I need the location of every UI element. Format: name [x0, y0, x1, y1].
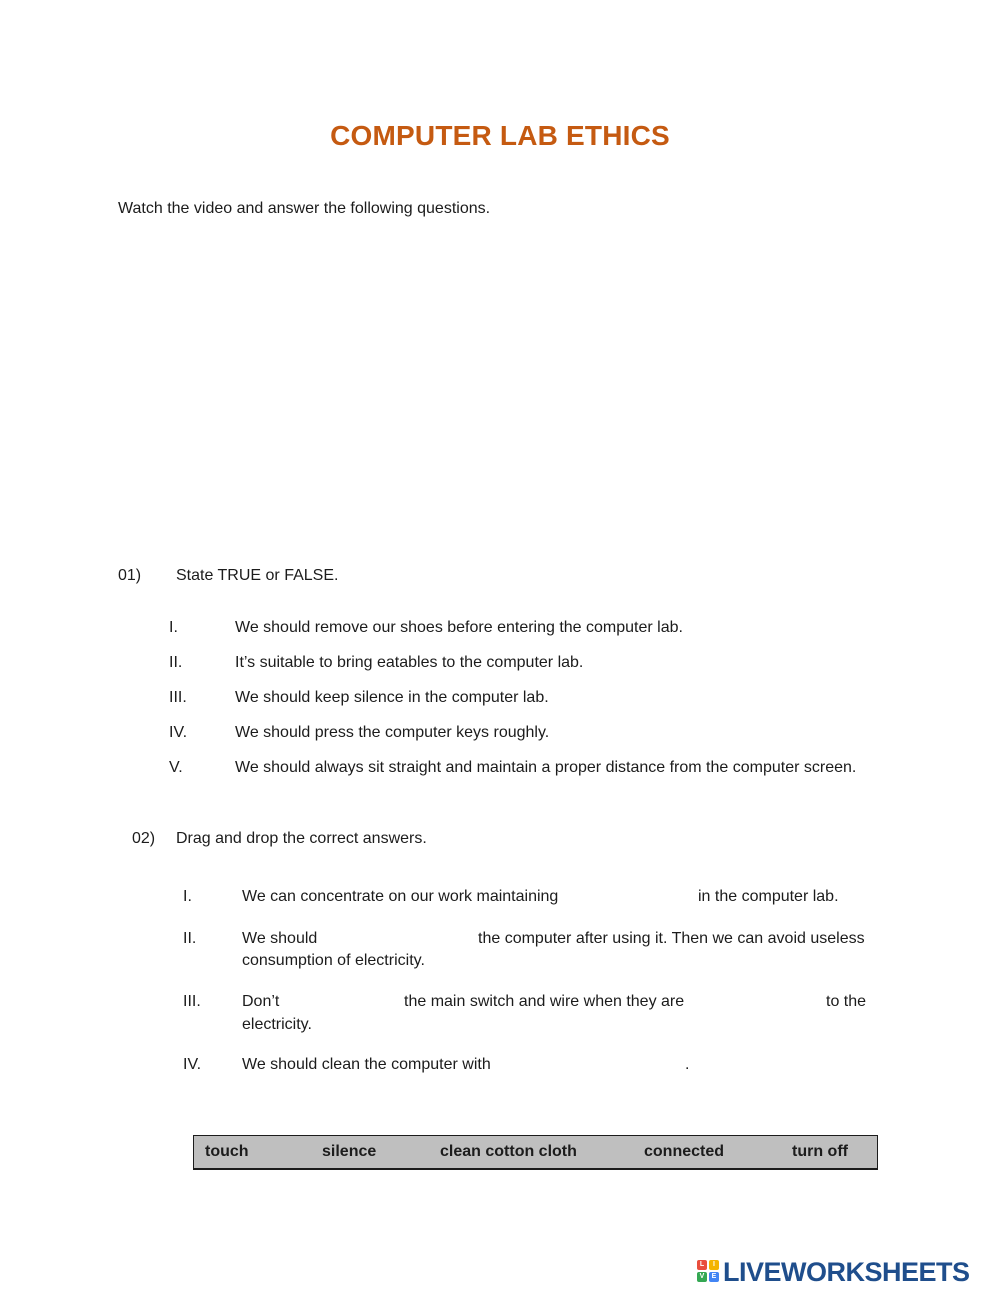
sentence-text: in the computer lab.: [698, 888, 839, 905]
liveworksheets-logo-text: LIVEWORKSHEETS: [723, 1257, 970, 1287]
sentence-text: We should clean the computer with: [242, 1056, 491, 1073]
statement-text: We should keep silence in the computer lab.: [235, 689, 549, 706]
question-1-prompt: State TRUE or FALSE.: [176, 567, 339, 584]
statement-text: It’s suitable to bring eatables to the computer lab.: [235, 654, 584, 671]
drop-zone[interactable]: [290, 991, 398, 1013]
liveworksheets-logo-icon: L I V E: [697, 1260, 719, 1282]
draggable-word-connected[interactable]: connected: [644, 1143, 725, 1160]
statement-numeral: II.: [169, 654, 183, 671]
sentence-text: electricity.: [242, 1016, 312, 1033]
statement-numeral: III.: [169, 689, 187, 706]
drop-zone[interactable]: [510, 1054, 682, 1076]
sentence-text: to the: [826, 993, 867, 1010]
sentence-text: the main switch and wire when they are: [404, 993, 685, 1010]
drop-zone[interactable]: [326, 928, 471, 950]
page-title: COMPUTER LAB ETHICS: [330, 120, 670, 151]
question-1-number: 01): [118, 567, 142, 584]
sentence-text: .: [685, 1056, 690, 1073]
statement-numeral: I.: [169, 619, 178, 636]
statement-text: We should remove our shoes before entering the computer lab.: [235, 619, 683, 636]
sentence-numeral: III.: [183, 993, 201, 1010]
statement-text: We should always sit straight and maintain a proper distance from the computer screen.: [235, 759, 857, 776]
sentence-numeral: I.: [183, 888, 192, 905]
sentence-text: Don’t: [242, 993, 280, 1010]
drop-zone[interactable]: [703, 991, 819, 1013]
statement-numeral: IV.: [169, 724, 188, 741]
drop-zone[interactable]: [580, 886, 690, 908]
word-bank: [193, 1135, 878, 1170]
draggable-word-touch[interactable]: touch: [205, 1143, 249, 1160]
sentence-numeral: II.: [183, 930, 197, 947]
draggable-word-turn-off[interactable]: turn off: [792, 1143, 848, 1160]
sentence-text: We should: [242, 930, 318, 947]
sentence-text: consumption of electricity.: [242, 952, 425, 969]
statement-numeral: V.: [169, 759, 183, 776]
sentence-text: We can concentrate on our work maintaining: [242, 888, 559, 905]
instructions: Watch the video and answer the following questions.: [118, 200, 491, 217]
statement-text: We should press the computer keys roughly.: [235, 724, 550, 741]
sentence-numeral: IV.: [183, 1056, 202, 1073]
question-2-prompt: Drag and drop the correct answers.: [176, 830, 427, 847]
question-2-number: 02): [132, 830, 156, 847]
sentence-text: the computer after using it. Then we can avoid useless: [478, 930, 865, 947]
draggable-word-clean-cotton-cloth[interactable]: clean cotton cloth: [440, 1143, 577, 1160]
draggable-word-silence[interactable]: silence: [322, 1143, 377, 1160]
